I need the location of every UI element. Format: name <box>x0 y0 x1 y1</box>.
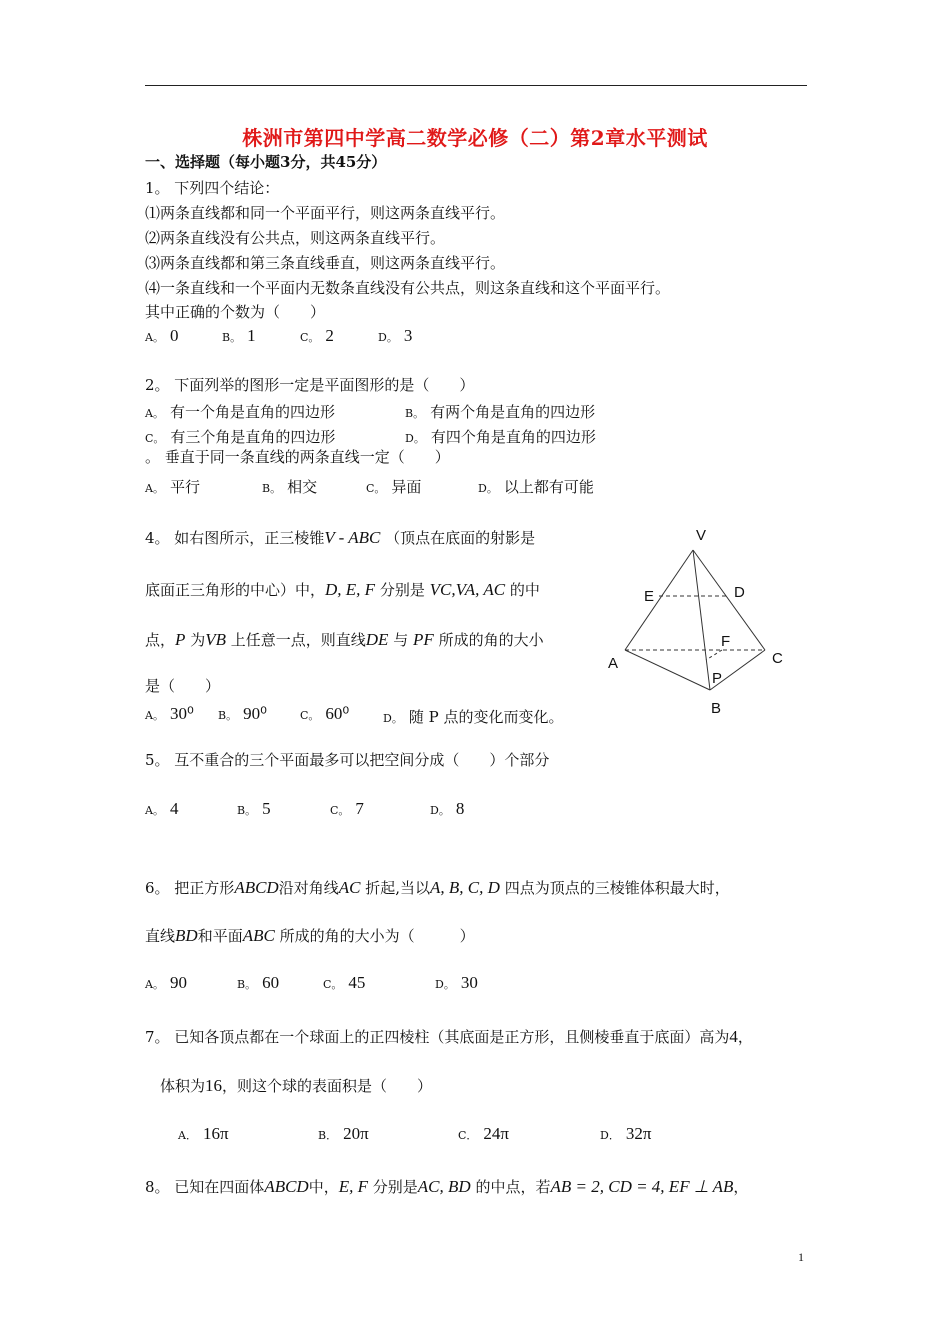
q3-option-b: B。 相交 <box>262 478 318 496</box>
page-number: 1 <box>798 1250 804 1264</box>
q3-option-c: C。 异面 <box>366 478 422 496</box>
page-title: 株洲市第四中学高二数学必修（二）第2章水平测试 <box>242 126 708 150</box>
section-heading: 一、选择题（每小题3分，共45分） <box>145 153 387 171</box>
label-f: F <box>721 633 731 650</box>
q6-option-c: C。 45 <box>323 973 366 992</box>
q5-option-a: A。 4 <box>145 799 179 818</box>
q2-option-a: A。 有一个角是直角的四边形 <box>145 403 335 421</box>
header-rule <box>145 85 807 86</box>
q4-option-d: D。 随 P 点的变化而变化。 <box>383 708 564 726</box>
q6-line-1: 6。 把正方形ABCD沿对角线AC 折起,当以A, B, C, D 四点为顶点的三棱锥体积最大时， <box>145 878 730 897</box>
q1-ask: 其中正确的个数为（ ） <box>145 303 326 321</box>
q6-option-a: A。 90 <box>145 973 187 992</box>
q4-line-4: 是（ ） <box>145 677 221 695</box>
q3-stem: 。 垂直于同一条直线的两条直线一定（ ） <box>145 448 450 466</box>
q1-statement-1: ⑴两条直线都和同一个平面平行，则这两条直线平行。 <box>145 204 506 222</box>
label-v: V <box>696 527 707 544</box>
q2-option-d: D。 有四个角是直角的四边形 <box>405 428 596 446</box>
q7-line-2: 体积为16，则这个球的表面积是（ ） <box>160 1076 433 1095</box>
q1-option-d: D。 3 <box>378 326 413 345</box>
q4-option-b: B。 90⁰ <box>218 704 267 723</box>
q4-line-2: 底面正三角形的中心）中，D, E, F 分别是 VC,VA, AC 的中 <box>145 580 540 599</box>
q3-option-a: A。 平行 <box>145 478 200 496</box>
q7-line-1: 7。 已知各顶点都在一个球面上的正四棱柱（其底面是正方形，且侧棱垂直于底面）高为4， <box>145 1027 753 1046</box>
q1-stem: 1。 下列四个结论： <box>145 179 280 197</box>
q4-option-a: A。 30⁰ <box>145 704 194 723</box>
q5-option-b: B。 5 <box>237 799 271 818</box>
q4-line-3: 点，P 为VB 上任意一点，则直线DE 与 PF 所成的角的大小 <box>145 630 544 649</box>
q7-option-a: A． 16π <box>178 1124 229 1143</box>
edge-va <box>625 550 693 650</box>
q3-option-d: D。 以上都有可能 <box>478 478 594 496</box>
label-e: E <box>644 588 655 605</box>
q6-line-2: 直线BD和平面ABC 所成的角的大小为（ ） <box>145 926 475 945</box>
edge-ab <box>625 650 710 690</box>
q6-option-d: D。 30 <box>435 973 478 992</box>
edge-vb <box>693 550 710 690</box>
q1-option-b: B。 1 <box>222 326 256 345</box>
q7-option-c: C． 24π <box>458 1124 510 1143</box>
q2-option-c: C。 有三个角是直角的四边形 <box>145 428 336 446</box>
q1-option-a: A。 0 <box>145 326 179 345</box>
q5-option-d: D。 8 <box>430 799 465 818</box>
label-d: D <box>734 584 745 601</box>
q4-line-1: 4。 如右图所示，正三棱锥V - ABC （顶点在底面的射影是 <box>145 528 536 547</box>
label-a: A <box>608 655 619 672</box>
q1-statement-3: ⑶两条直线都和第三条直线垂直，则这两条直线平行。 <box>145 254 506 272</box>
q7-option-b: B． 20π <box>318 1124 369 1143</box>
q5-option-c: C。 7 <box>330 799 364 818</box>
q6-option-b: B。 60 <box>237 973 280 992</box>
q1-statement-4: ⑷一条直线和一个平面内无数条直线没有公共点，则这条直线和这个平面平行。 <box>145 279 671 297</box>
q5-stem: 5。 互不重合的三个平面最多可以把空间分成（ ）个部分 <box>145 751 550 769</box>
label-b: B <box>711 700 722 717</box>
label-p: P <box>712 670 723 687</box>
q4-option-c: C。 60⁰ <box>300 704 350 723</box>
q1-statement-2: ⑵两条直线没有公共点，则这两条直线平行。 <box>145 229 446 247</box>
q2-option-b: B。 有两个角是直角的四边形 <box>405 403 596 421</box>
segment-pf <box>706 650 722 660</box>
q1-option-c: C。 2 <box>300 326 334 345</box>
q7-option-d: D． 32π <box>600 1124 652 1143</box>
q8-line-1: 8。 已知在四面体ABCD中，E, F 分别是AC, BD 的中点，若AB = 2, CD = 4, EF ⊥ AB， <box>145 1177 749 1196</box>
q2-stem: 2。 下面列举的图形一定是平面图形的是（ ） <box>145 376 475 394</box>
pyramid-figure <box>600 520 800 720</box>
label-c: C <box>772 650 783 667</box>
